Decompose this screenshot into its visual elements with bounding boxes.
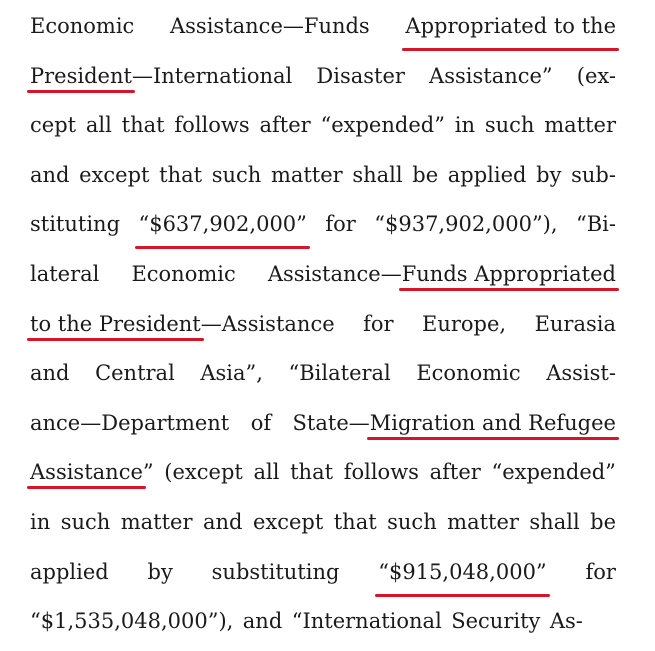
underlined-phrase: Funds Appropriated [401, 261, 616, 286]
word: by [536, 162, 562, 187]
word: such [211, 162, 262, 187]
word: stituting [30, 212, 121, 237]
word: Eurasia [534, 311, 616, 336]
word: and [30, 361, 70, 386]
word-group [30, 452, 154, 492]
word: Europe, [422, 311, 507, 336]
word: “expended” [320, 113, 445, 138]
word: lateral [30, 261, 100, 286]
word: matter [447, 509, 519, 534]
word: except [252, 509, 324, 534]
word: in [30, 509, 51, 534]
word: that [290, 460, 334, 485]
word: and [242, 609, 283, 634]
word: cept [30, 113, 77, 138]
word: Economic [131, 261, 236, 286]
word: follows [174, 113, 250, 138]
word: Assistance— [267, 261, 402, 286]
word: applied [447, 162, 527, 187]
word: all [253, 460, 280, 485]
text-line [30, 502, 616, 552]
text-line [30, 552, 616, 602]
word: “Bi- [576, 212, 616, 237]
word: Asia”, [200, 361, 263, 386]
text-line [30, 6, 616, 56]
word-group [268, 254, 616, 294]
word: that [159, 162, 203, 187]
text-line [30, 353, 616, 403]
word: Central [95, 361, 175, 386]
word: that [121, 113, 165, 138]
word: follows [343, 460, 419, 485]
word: “International [291, 609, 442, 634]
word: —International [131, 63, 293, 88]
word: Economic [416, 361, 521, 386]
underlined-phrase: “$915,048,000” [378, 552, 546, 592]
underlined-phrase: President [30, 63, 132, 88]
word: for [585, 559, 616, 584]
word: —Assistance [200, 311, 335, 336]
word: and [202, 509, 243, 534]
word: Assistance—Funds [169, 14, 370, 38]
word: ance—Department [30, 410, 230, 435]
text-line [30, 56, 616, 106]
word: matter [270, 162, 343, 187]
document-text [30, 6, 616, 651]
text-line [30, 403, 616, 453]
underlined-phrase: “$637,902,000” [138, 204, 306, 244]
text-line [30, 155, 616, 205]
word: for [363, 311, 394, 336]
word: Economic [30, 14, 135, 38]
word: Assistance” [429, 63, 553, 88]
word: sub- [571, 162, 616, 187]
word-group [293, 403, 616, 443]
word: (except [164, 460, 243, 485]
word: matter [120, 509, 193, 534]
underlined-phrase: Migration and Refugee [369, 410, 616, 435]
word: such [60, 509, 111, 534]
word: after [429, 460, 481, 485]
text-line [30, 105, 616, 155]
word: substituting [211, 559, 340, 584]
word: all [85, 113, 112, 138]
word: in [454, 113, 475, 138]
word: be [590, 509, 616, 534]
word: As- [549, 609, 583, 634]
text-line [30, 601, 616, 651]
word: of [250, 410, 272, 435]
word: be [412, 162, 439, 187]
word: Assist- [546, 361, 616, 386]
text-line [30, 204, 616, 254]
word-group [30, 56, 292, 96]
underlined-phrase: Appropriated to the [405, 6, 616, 46]
word: ” [142, 460, 154, 485]
word: shall [352, 162, 403, 187]
word: shall [529, 509, 580, 534]
word-group [30, 304, 335, 344]
word: matter [544, 113, 616, 138]
word: that [333, 509, 377, 534]
text-line [30, 452, 616, 502]
text-line [30, 304, 616, 354]
word: such [484, 113, 535, 138]
word: such [387, 509, 437, 534]
word: “$937,902,000”), [374, 212, 558, 237]
text-line [30, 254, 616, 304]
word: Security [451, 609, 541, 634]
word: “expended” [491, 460, 616, 485]
underlined-phrase: Assistance [30, 460, 143, 485]
word: “Bilateral [288, 361, 391, 386]
underlined-phrase: to the President [30, 311, 201, 336]
word: and [30, 162, 70, 187]
word: Disaster [316, 63, 405, 88]
word: State— [292, 410, 370, 435]
word: except [79, 162, 150, 187]
word: applied [30, 559, 109, 584]
word: for [325, 212, 356, 237]
word: (ex- [576, 63, 616, 88]
word: by [147, 559, 173, 584]
word: after [259, 113, 311, 138]
word: “$1,535,048,000”), [30, 609, 234, 634]
